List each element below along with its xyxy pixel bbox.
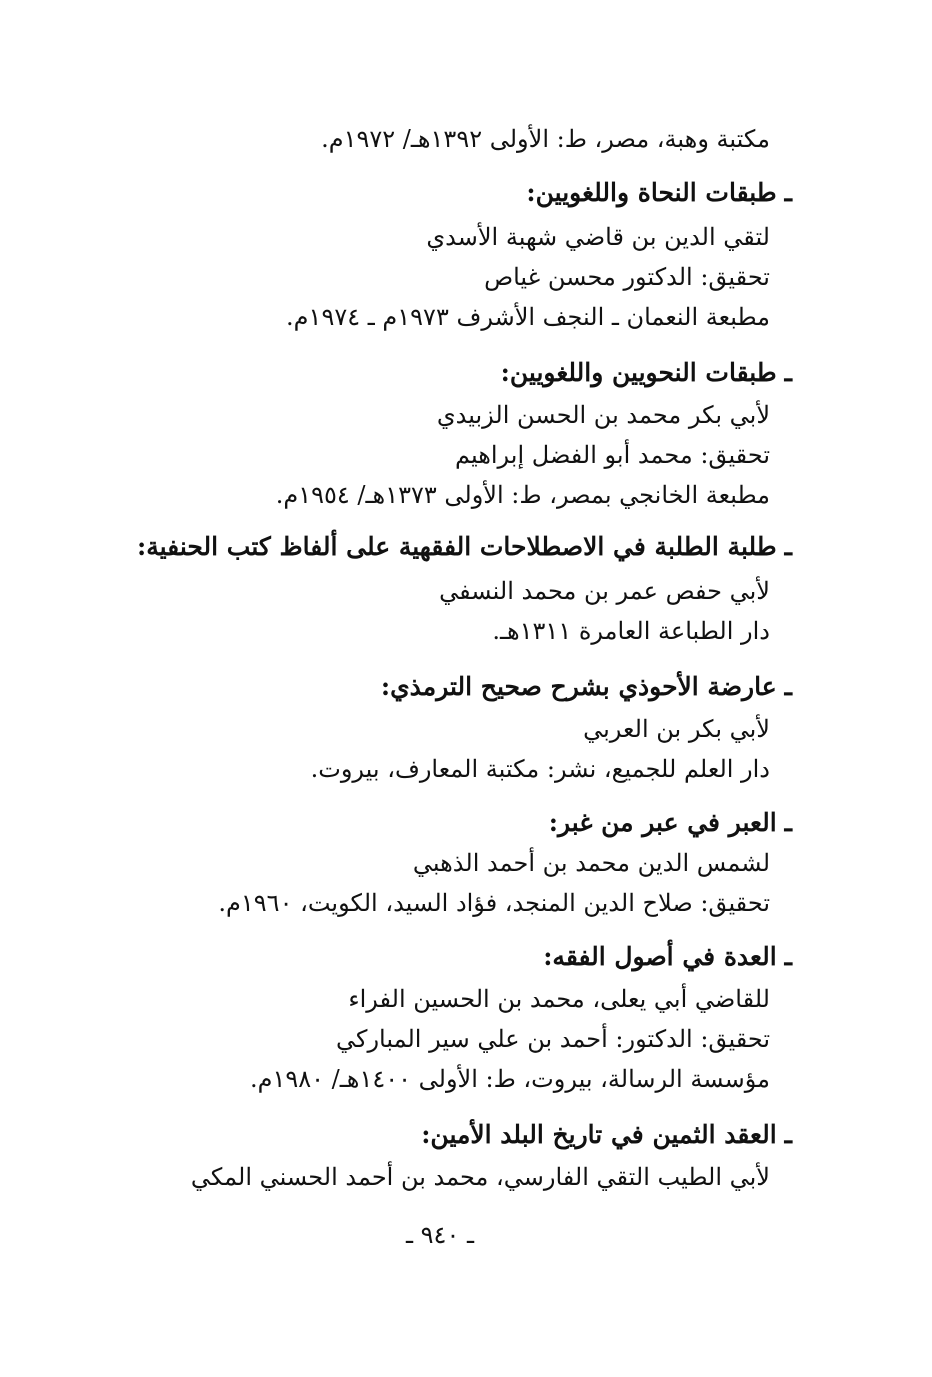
entry-heading <box>549 806 792 840</box>
entry-title: العدة في أصول الفقه: <box>543 942 777 971</box>
author-line: للقاضي أبي يعلى، محمد بن الحسين الفراء <box>348 985 770 1013</box>
heading-marker: ـ <box>784 672 792 701</box>
publisher-line: دار العلم للجميع، نشر: مكتبة المعارف، بيروت. <box>310 755 770 783</box>
entry-heading <box>137 530 792 564</box>
author-line: لأبي بكر محمد بن الحسن الزبيدي <box>436 401 770 429</box>
entry-title: عارضة الأحوذي بشرح صحيح الترمذي: <box>380 672 777 701</box>
heading-marker: ـ <box>784 532 792 561</box>
author-line: لتقي الدين بن قاضي شهبة الأسدي <box>426 223 770 251</box>
editor-line: تحقيق: صلاح الدين المنجد، فؤاد السيد، الكويت، ١٩٦٠م. <box>218 889 770 917</box>
heading-marker: ـ <box>784 358 792 387</box>
page-number: ـ ٩٤٠ ـ <box>405 1221 474 1249</box>
text-line: مكتبة وهبة، مصر، ط: الأولى ١٣٩٢هـ/ ١٩٧٢م. <box>321 125 770 153</box>
entry-heading <box>526 176 792 210</box>
entry-title: العبر في عبر من غبر: <box>548 808 777 837</box>
entry-title: طبقات النحاة واللغويين: <box>526 178 777 207</box>
publisher-line: مطبعة النعمان ـ النجف الأشرف ١٩٧٣م ـ ١٩٧٤م. <box>286 303 770 331</box>
publisher-line: مطبعة الخانجي بمصر، ط: الأولى ١٣٧٣هـ/ ١٩٥٤م. <box>275 481 770 509</box>
entry-title: طبقات النحويين واللغويين: <box>500 358 777 387</box>
author-line: لشمس الدين محمد بن أحمد الذهبي <box>412 849 770 877</box>
entry-heading <box>381 670 792 704</box>
entry-heading <box>543 940 792 974</box>
entry-title: طلبة الطلبة في الاصطلاحات الفقهية على ألفاظ كتب الحنفية: <box>137 532 777 561</box>
heading-marker: ـ <box>784 1120 792 1149</box>
author-line: لأبي حفص عمر بن محمد النسفي <box>439 577 770 605</box>
editor-line: تحقيق: الدكتور محسن غياص <box>484 263 770 291</box>
author-line: لأبي الطيب التقي الفارسي، محمد بن أحمد الحسني المكي <box>190 1163 770 1191</box>
entry-title: العقد الثمين في تاريخ البلد الأمين: <box>421 1120 777 1149</box>
publisher-line: دار الطباعة العامرة ١٣١١هـ. <box>492 617 770 645</box>
heading-marker: ـ <box>784 808 792 837</box>
editor-line: تحقيق: الدكتور: أحمد بن علي سير المباركي <box>336 1025 770 1053</box>
heading-marker: ـ <box>784 942 792 971</box>
editor-line: تحقيق: محمد أبو الفضل إبراهيم <box>455 441 770 469</box>
publisher-line: مؤسسة الرسالة، بيروت، ط: الأولى ١٤٠٠هـ/ ١٩٨٠م. <box>249 1065 770 1093</box>
heading-marker: ـ <box>784 178 792 207</box>
author-line: لأبي بكر بن العربي <box>583 715 770 743</box>
entry-heading <box>421 1118 792 1152</box>
entry-heading <box>501 356 792 390</box>
